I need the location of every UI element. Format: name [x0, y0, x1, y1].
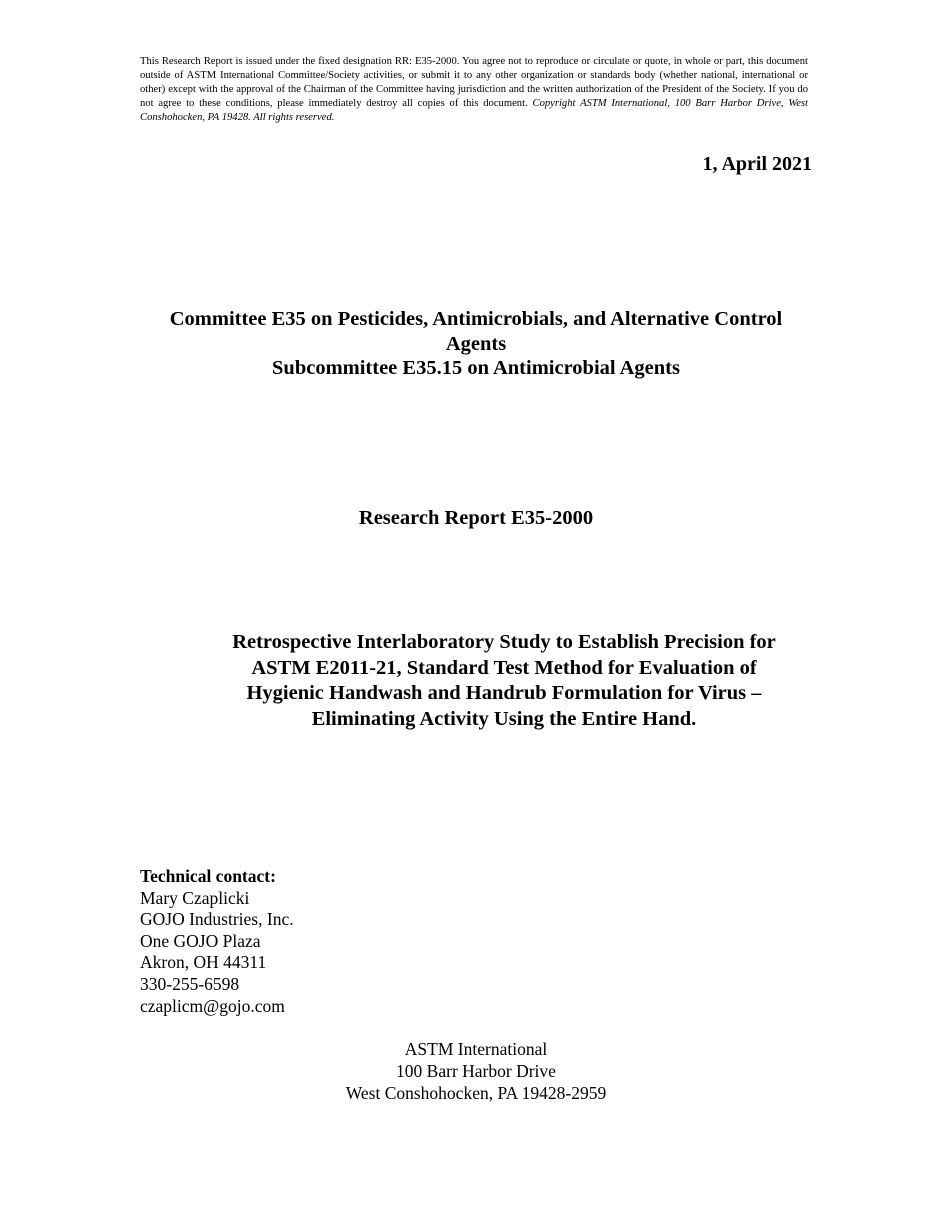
contact-address-line: Akron, OH 44311: [140, 952, 267, 973]
notice-copyright: Copyright ASTM International, 100 Barr Harbor Drive, West Conshohocken, PA 19428. All rights reserved.: [140, 98, 808, 123]
copyright-notice: [140, 55, 808, 125]
committee-heading: [140, 307, 812, 381]
report-number: Research Report E35-2000: [358, 507, 594, 529]
astm-address-line: 100 Barr Harbor Drive: [396, 1061, 556, 1081]
contact-name: Mary Czaplicki: [140, 887, 250, 908]
document-date: 1, April 2021: [702, 153, 812, 175]
report-title-line: Retrospective Interlaboratory Study to Establish Precision for: [232, 631, 776, 653]
notice-text: This Research Report is issued under the fixed designation RR: E35-2000. You agree not to reproduce or circulate or quote, in whole or part, this document outside of ASTM International Committee/Society activities, or submit it to any other organization or standards body (whether national, international or other) except with the approval of the Chairman of the Committee having jurisdiction and the written authorization of the President of the Society. If you do not agree to these conditions, please immediately destroy all copies of this document.: [140, 56, 808, 109]
astm-address-line: West Conshohocken, PA 19428-2959: [345, 1083, 607, 1103]
report-title: [190, 630, 818, 732]
contact-phone: 330-255-6598: [140, 973, 240, 994]
astm-name: ASTM International: [404, 1039, 548, 1059]
report-title-line: Hygienic Handwash and Handrub Formulation for Virus –: [246, 682, 762, 704]
report-title-line: Eliminating Activity Using the Entire Hand.: [311, 707, 697, 730]
subcommittee-name: Subcommittee E35.15 on Antimicrobial Agents: [272, 357, 680, 379]
technical-contact: [140, 866, 294, 1017]
contact-email: czaplicm@gojo.com: [140, 995, 285, 1016]
contact-address-line: One GOJO Plaza: [140, 930, 261, 951]
contact-company: GOJO Industries, Inc.: [140, 909, 294, 930]
astm-address: [140, 1038, 812, 1104]
committee-name: Committee E35 on Pesticides, Antimicrobials, and Alternative Control Agents: [169, 308, 783, 355]
report-title-line: ASTM E2011-21, Standard Test Method for Evaluation of: [251, 656, 757, 679]
contact-label: Technical contact:: [140, 866, 276, 886]
